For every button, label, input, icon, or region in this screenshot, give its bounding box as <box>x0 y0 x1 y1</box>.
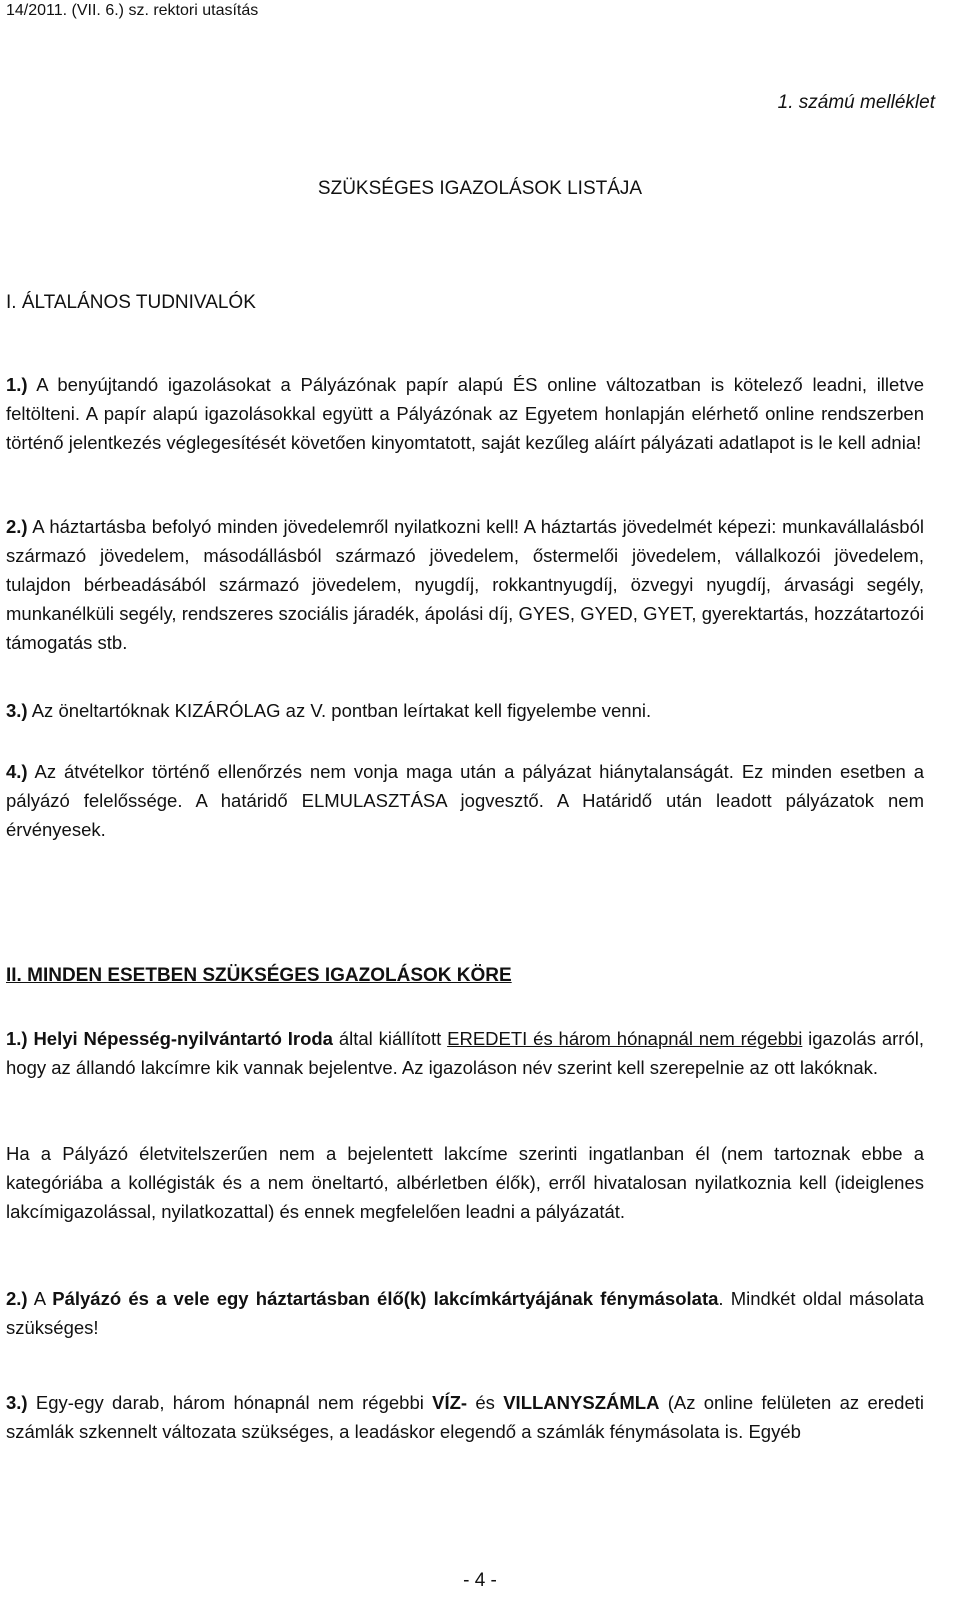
bold-text: VÍZ- <box>432 1392 468 1413</box>
text: igazolás arról, hogy az állandó lakcímre kik vannak bejelentve. Az igazoláson név szerint kell szerepelnie az ott lakóknak. <box>6 1028 925 1078</box>
item-text: A háztartásba befolyó minden jövedelemről nyilatkozni kell! A háztartás jövedelmét képezi: munkavállalásból származó jövedelem, másodállásból származó jövedelem, őstermelői jövedelem, vállalkozói jövedelem, tulajdon bérbeadásából származó jövedelem, nyugdíj, rokkantnyugdíj, özvegyi nyugdíj, árvasági segély, munkanélküli segély, rendszeres szociális járadék, ápolási díj, GYES, GYED, GYET, gyerektartás, hozzátartozói támogatás stb. <box>6 516 924 653</box>
bold-text: VILLANYSZÁMLA <box>503 1392 660 1413</box>
item-text: Az átvételkor történő ellenőrzés nem vonja maga után a pályázat hiánytalanságát. Ez minden esetben a pályázó felelőssége. A határidő ELMULASZTÁSA jogvesztő. A Határidő után leadott pályázatok nem érvényesek. <box>6 761 924 840</box>
document-title: SZÜKSÉGES IGAZOLÁSOK LISTÁJA <box>317 178 643 199</box>
paragraph-item-2 <box>6 512 924 657</box>
paragraph-required-1 <box>6 1024 924 1082</box>
text: . Mindkét oldal másolata szükséges! <box>6 1288 924 1338</box>
section-heading-required: II. MINDEN ESETBEN SZÜKSÉGES IGAZOLÁSOK KÖRE <box>6 965 512 986</box>
text: Egy-egy darab, három hónapnál nem régebbi <box>27 1392 433 1413</box>
item-number: 4.) <box>6 761 28 782</box>
paragraph-item-4 <box>6 757 924 844</box>
item-number: 3.) <box>6 700 28 721</box>
text: A <box>27 1288 53 1309</box>
annex-label: 1. számú melléklet <box>777 92 935 113</box>
text: által kiállított <box>332 1028 448 1049</box>
item-text: A benyújtandó igazolásokat a Pályázónak papír alapú ÉS online változatban is kötelező leadni, illetve feltölteni. A papír alapú igazolásokkal együtt a Pályázónak az Egyetem honlapján elérhető online rendszerben történő jelentkezés véglegesítését követően kinyomtatott, saját kezűleg aláírt pályázati adatlapot is le kell adnia! <box>6 374 924 453</box>
paragraph-required-2 <box>6 1284 924 1342</box>
bold-text: Pályázó és a vele egy háztartásban élő(k) lakcímkártyájának fénymásolata <box>52 1288 719 1309</box>
section-heading-general: I. ÁLTALÁNOS TUDNIVALÓK <box>6 292 256 313</box>
item-text: Az öneltartóknak KIZÁRÓLAG az V. pontban leírtakat kell figyelembe venni. <box>27 700 652 721</box>
text: (Az online felületen az eredeti számlák szkennelt változata szükséges, a leadáskor elegendő a számlák fénymásolata is. Egyéb <box>6 1392 925 1442</box>
item-number: 2.) <box>6 516 28 537</box>
item-number: 2.) <box>6 1288 28 1309</box>
paragraph-note: Ha a Pályázó életvitelszerűen nem a bejelentett lakcíme szerinti ingatlanban él (nem tartoznak ebbe a kategóriába a kollégisták és a nem öneltartó, albérletben élők), erről hivatalosan nyilatkoznia kell (ideiglenes lakcímigazolással, nyilatkozattal) és ennek megfelelően leadni a pályázatát. <box>6 1143 924 1222</box>
item-number: 3.) <box>6 1392 28 1413</box>
item-number: 1.) <box>6 374 28 395</box>
item-number: 1.) <box>6 1028 28 1049</box>
document-reference: 14/2011. (VII. 6.) sz. rektori utasítás <box>6 2 259 19</box>
text: és <box>467 1392 504 1413</box>
page-number: - 4 - <box>463 1570 497 1591</box>
paragraph-item-3 <box>6 696 924 725</box>
paragraph-item-1 <box>6 370 924 457</box>
bold-text: Helyi Népesség-nyilvántartó Iroda <box>33 1028 333 1049</box>
underlined-text: EREDETI és három hónapnál nem régebbi <box>447 1028 803 1049</box>
paragraph-required-3 <box>6 1388 924 1446</box>
